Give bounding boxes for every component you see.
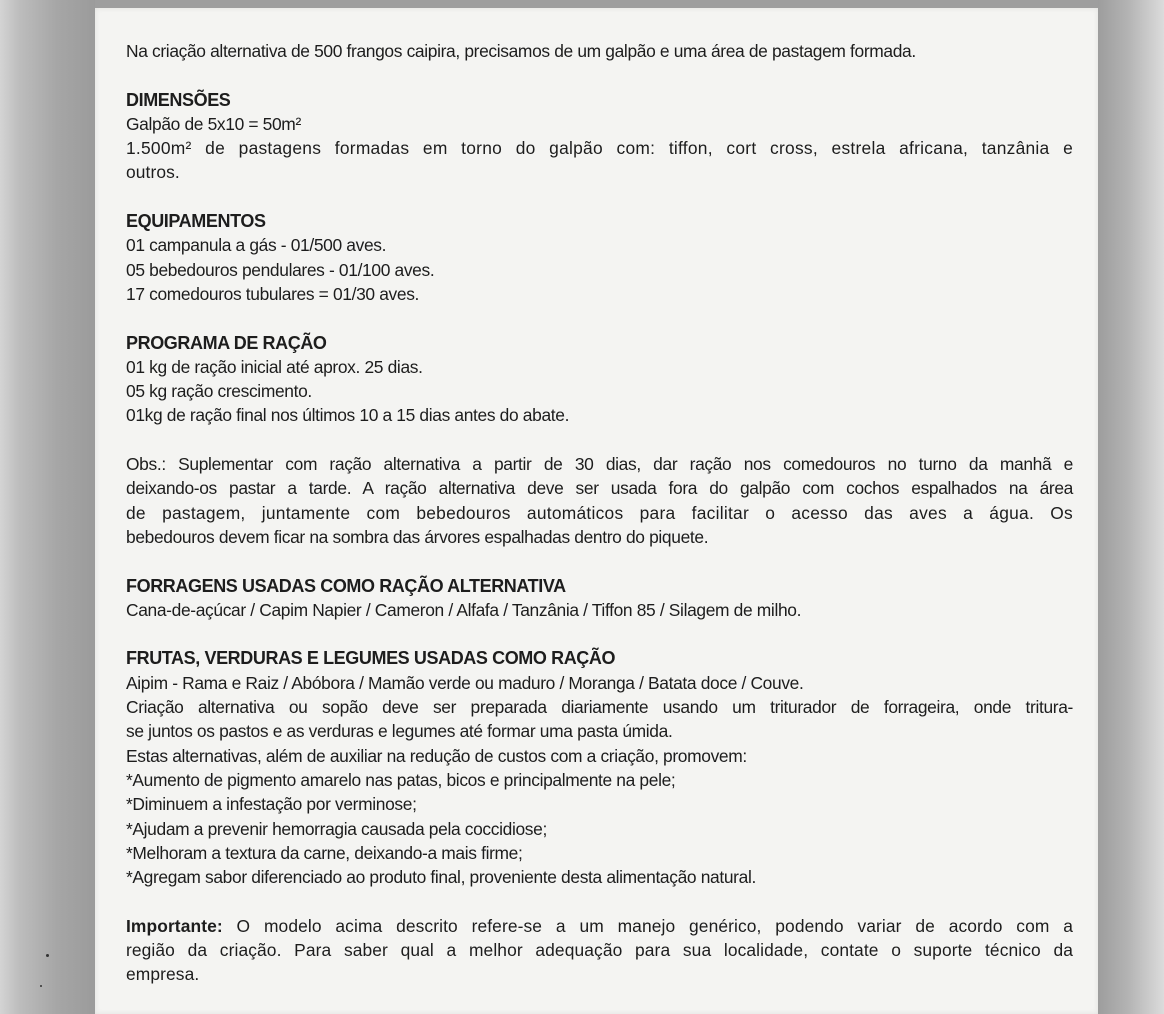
forragens-line: Cana-de-açúcar / Capim Napier / Cameron / Alfafa / Tanzânia / Tiffon 85 / Silagem de milho. [126,599,802,620]
spacer [126,889,1073,913]
heading-equipamentos: EQUIPAMENTOS [126,211,266,232]
obs-line: deixando-os pastar a tarde. A ração alternativa deve ser usada fora do galpão com cochos espalhados na área [126,478,1073,499]
scan-speck [46,954,49,957]
importante-line: empresa. [126,964,200,985]
spacer [126,428,1073,452]
importante-line: região da criação. Para saber qual a melhor adequação para sua localidade, contate o suporte técnico da [126,939,1073,960]
heading-forragens: FORRAGENS USADAS COMO RAÇÃO ALTERNATIVA [126,575,566,596]
importante-label: Importante: [126,915,223,936]
equipamentos-line: 01 campanula a gás - 01/500 aves. [126,235,387,256]
importante-text: O modelo acima descrito refere-se a um manejo genérico, podendo variar de acordo com a [222,915,1073,936]
heading-frutas: FRUTAS, VERDURAS E LEGUMES USADAS COMO RAÇÃO [126,648,616,669]
programa-line: 01kg de ração final nos últimos 10 a 15 dias antes do abate. [126,405,570,426]
scan-speck [40,985,42,987]
obs-line: Obs.: Suplementar com ração alternativa a partir de 30 dias, dar ração nos comedouros no turno da manhã e [126,454,1073,475]
spacer [126,185,1073,209]
dimensoes-line: 1.500m² de pastagens formadas em torno do galpão com: tiffon, cort cross, estrela africana, tanzânia e [126,138,1073,159]
spacer [126,306,1073,330]
programa-line: 05 kg ração crescimento. [126,381,312,402]
spacer [126,63,1073,87]
spacer [126,549,1073,573]
frutas-line: Criação alternativa ou sopão deve ser preparada diariamente usando um triturador de forrageira, onde tritura- [126,697,1073,718]
heading-programa: PROGRAMA DE RAÇÃO [126,332,327,353]
frutas-line: *Ajudam a prevenir hemorragia causada pela coccidiose; [126,818,547,839]
frutas-line: *Melhoram a textura da carne, deixando-a mais firme; [126,842,523,863]
dimensoes-line: Galpão de 5x10 = 50m² [126,113,301,134]
frutas-line: *Agregam sabor diferenciado ao produto final, proveniente desta alimentação natural. [126,867,756,888]
scan-right-margin [1098,0,1164,1014]
frutas-line: se juntos os pastos e as verduras e legumes até formar uma pasta úmida. [126,721,673,742]
document-body [126,39,1073,987]
frutas-line: Estas alternativas, além de auxiliar na redução de custos com a criação, promovem: [126,745,747,766]
frutas-line: Aipim - Rama e Raiz / Abóbora / Mamão verde ou maduro / Moranga / Batata doce / Couve. [126,672,804,693]
equipamentos-line: 17 comedouros tubulares = 01/30 aves. [126,283,420,304]
scan-top-margin [95,0,1098,8]
programa-line: 01 kg de ração inicial até aprox. 25 dias. [126,356,423,377]
equipamentos-line: 05 bebedouros pendulares - 01/100 aves. [126,259,435,280]
heading-dimensoes: DIMENSÕES [126,89,231,110]
scan-left-margin [0,0,95,1014]
document-page [95,8,1098,1014]
obs-line: bebedouros devem ficar na sombra das árvores espalhadas dentro do piquete. [126,526,709,547]
importante-line [126,914,1073,938]
frutas-line: *Diminuem a infestação por verminose; [126,794,417,815]
dimensoes-line: outros. [126,162,180,183]
intro-text: Na criação alternativa de 500 frangos caipira, precisamos de um galpão e uma área de pastagem formada. [126,41,916,61]
spacer [126,622,1073,646]
frutas-line: *Aumento de pigmento amarelo nas patas, bicos e principalmente na pele; [126,769,676,790]
obs-line: de pastagem, juntamente com bebedouros automáticos para facilitar o acesso das aves a água. Os [126,502,1073,523]
